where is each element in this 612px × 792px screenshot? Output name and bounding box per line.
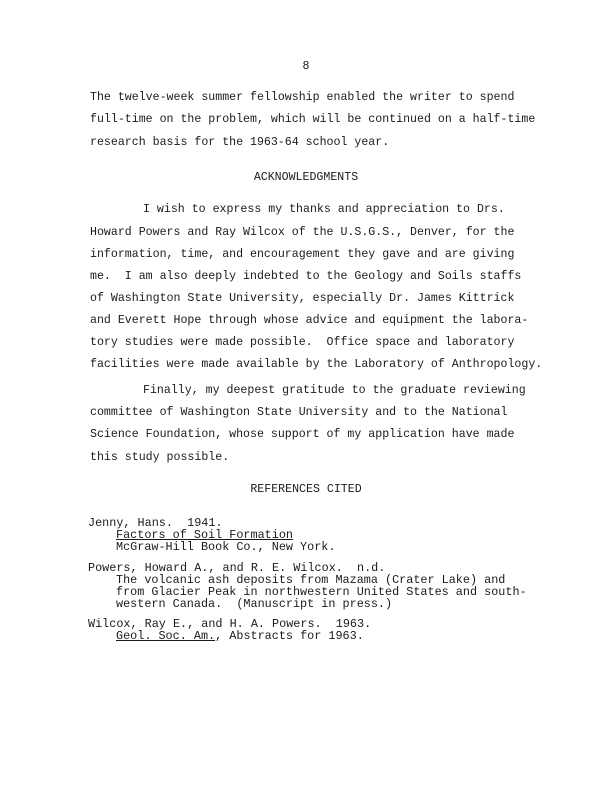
ack-line: and Everett Hope through whose advice and equipment the labora-: [90, 314, 529, 327]
ack-line: Finally, my deepest gratitude to the graduate reviewing: [143, 384, 526, 397]
reference-text: The volcanic ash deposits from Mazama (Crater Lake) and: [116, 573, 506, 587]
ack-line: of Washington State University, especially Dr. James Kittrick: [90, 292, 515, 305]
reference-citation: [116, 629, 364, 643]
acknowledgments-heading: ACKNOWLEDGMENTS: [253, 171, 359, 184]
intro-line: full-time on the problem, which will be continued on a half-time: [90, 113, 536, 126]
reference-publisher: McGraw-Hill Book Co., New York.: [116, 540, 336, 554]
page-number: 8: [302, 60, 310, 73]
references-heading: REFERENCES CITED: [250, 483, 362, 496]
ack-line: tory studies were made possible. Office space and laboratory: [90, 336, 515, 349]
ack-line: information, time, and encouragement they gave and are giving: [90, 248, 515, 261]
reference-author: Jenny, Hans. 1941.: [88, 516, 223, 530]
intro-line: research basis for the 1963-64 school year.: [90, 136, 390, 149]
reference-author: Wilcox, Ray E., and H. A. Powers. 1963.: [88, 617, 372, 631]
reference-journal: Geol. Soc. Am.: [116, 629, 216, 643]
reference-title: Factors of Soil Formation: [116, 528, 293, 542]
ack-line: Science Foundation, whose support of my application have made: [90, 428, 515, 441]
reference-citation-rest: , Abstracts for 1963.: [215, 629, 364, 643]
intro-line: The twelve-week summer fellowship enabled the writer to spend: [90, 91, 515, 104]
reference-author: Powers, Howard A., and R. E. Wilcox. n.d.: [88, 561, 386, 575]
ack-line: I wish to express my thanks and appreciation to Drs.: [143, 203, 505, 216]
reference-text: from Glacier Peak in northwestern United States and south-: [116, 585, 527, 599]
ack-line: facilities were made available by the Laboratory of Anthropology.: [90, 358, 543, 371]
ack-line: me. I am also deeply indebted to the Geology and Soils staffs: [90, 270, 522, 283]
ack-line: committee of Washington State University and to the National: [90, 406, 508, 419]
ack-line: this study possible.: [90, 451, 230, 464]
reference-text: western Canada. (Manuscript in press.): [116, 597, 393, 611]
ack-line: Howard Powers and Ray Wilcox of the U.S.G.S., Denver, for the: [90, 226, 515, 239]
